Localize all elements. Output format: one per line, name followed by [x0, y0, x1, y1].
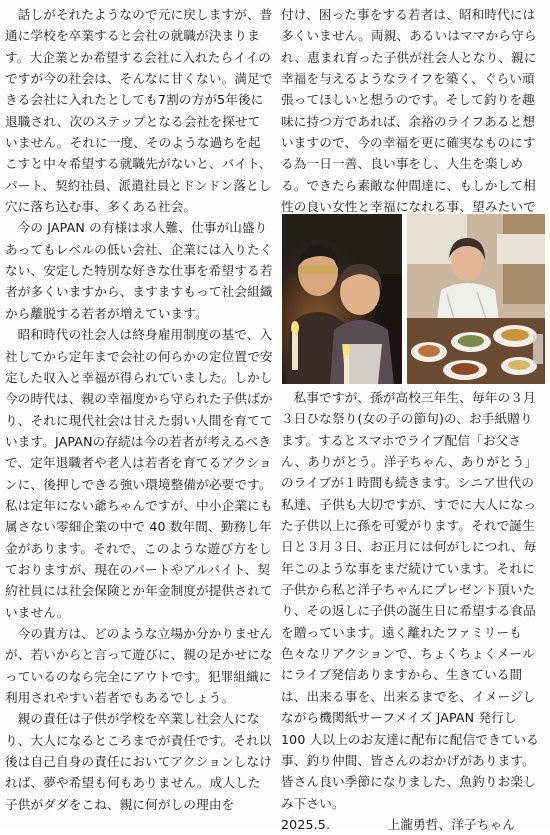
right-column-top	[281, 4, 545, 239]
right-paragraph-1: 付け、困った事をする若者は、昭和時代には多くいません。両親、あるいはママから守られ、恵まれ育った子供が社会人となり、親に幸福を与えるようなライフを築く、ぐらい頑張ってほしいと想うのです。そして釣りを趣味に持つ方であれば、余裕のライフあると想いますので、今の幸福を更に確実なものにする為一日一善、良い事をし、人生を楽しめる。できたら素敵な仲間達に、もしかして相性の良い女性と幸福になれる事、望みたいで	[281, 7, 537, 215]
birthday-couple-photo	[282, 214, 402, 384]
left-paragraph-1: 話しがそれたようなので元に戻しますが、普通に学校を卒業すると会社の就職が決まります。大企業とか希望する会社に入れたらイイのですが今の社会は、そんなに甘くない。満足できる会社に入れたとしても7割の方が5年後に退職され、次のステップとなる会社を探せていません。それに一度、そのような過ちを起こすと中々希望する就職先がないと、バイト、パート、契約社員、派遣社員とドンドン落とし穴に落ち込む事、多くある社会。	[5, 7, 273, 215]
right-paragraph-2: 私事ですが、孫が高校三年生、毎年の３月３日ひな祭り(女の子の節句)の、お手紙贈ります。するとスマホでライブ配信「お父さん、ありがとう。洋子ちゃん、ありがとう」のライブが１時間も続きます。シニア世代の私達、子供も大切ですが、すでに大人になった子供以上に孫を可愛がります。それで誕生日と３月３日、お正月には何がしにつれ、毎年このような事をまだ続けています。それに子供から私と洋子ちゃんにプレゼント頂いたり、その返しに子供の誕生日に希望する食品を贈っています。遠く離れたファミリーも色々なリアクションで、ちょくちょくメールにライブ発信ありますから、生きている間は、出来る事を、出来るまでを、イメージしながら機関紙サーフメイズ JAPAN 発行し 100 人以上のお友達に配布に配信できている事、釣り仲間、皆さんのおかげがあります。皆さん良い季節になりました、魚釣りお楽しみ下さい。	[281, 390, 540, 811]
left-paragraph-3: 昭和時代の社会人は終身雇用制度の基で、入社してから定年まで会社の何らかの定位置で安定した収入と幸福が得られていました。しかし今の時代は、親の幸福度から守られた子供ばかり、それに現代社会は甘えた弱い人間を育てています。JAPANの存続は今の若者が考えるべきで、定年退職者や老人は若者を育てるアクションに、後押しできる強い環境整備が必要です。私は定年にない爺ちゃんですが、中小企業にも属さない零細企業の中で 40 数年間、勤務し年金があります。それで、このような遊び方をしておりますが、現在のパートやアルバイト、契約社員には社会保険とか年金制度が提供されていません。	[5, 327, 273, 620]
left-column	[5, 4, 273, 815]
left-paragraph-4: 今の貴方は、どのような立場か分かりませんが、若いからと言って遊びに、親の足かせになっているのなら完全にアウトです。犯罪組織に利用されやすい若者でもあるでしょう。	[5, 625, 273, 705]
woman-dinner-table-photo	[407, 214, 545, 384]
photo-strip	[281, 214, 545, 386]
signature	[281, 814, 545, 835]
signature-date: 2025.5.	[281, 816, 331, 832]
left-paragraph-5: 親の責任は子供が学校を卒業し社会人になり、大人になるところまでが責任です。それ以後は自己自身の責任においてアクションしなければ、夢や希望も何もありません。成人した子供がダダをこね、親に何がしの理由を	[5, 711, 272, 812]
right-column-bottom	[281, 387, 545, 835]
left-paragraph-2: 今の JAPAN の有様は求人難、仕事が山盛りあってもレベルの低い会社、企業には入りたくない、安定した特別な好きな仕事を希望する若者が多くいますから、ますますもって社会組織から離脱する若者が増えています。	[5, 220, 273, 321]
signature-names: 上瀧勇哲、洋子ちゃん	[387, 816, 515, 832]
